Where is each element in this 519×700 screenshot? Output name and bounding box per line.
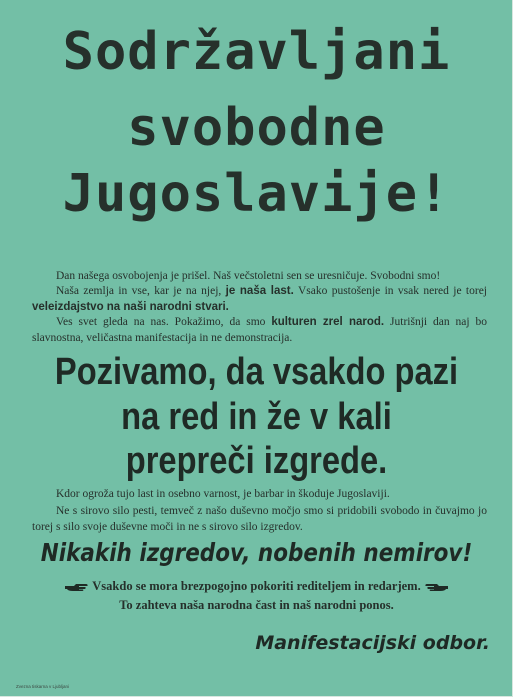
title-line-1: Sodržavljani	[62, 22, 451, 82]
title-line-3: Jugoslavije!	[62, 164, 451, 224]
instruction-1	[0, 579, 513, 594]
intro-text: Ves svet gleda na nas. Pokažimo, da smo	[56, 316, 272, 328]
intro-text: Naša zemlja in vse, kar je na njej,	[56, 285, 226, 297]
pointing-hand-icon	[425, 583, 449, 592]
middle-paragraph-1: Kdor ogroža tujo last in osebno varnost, je barbar in škoduje Jugoslaviji.	[56, 488, 390, 500]
intro-text: Dan našega osvobojenja je prišel. Naš večstoletni sen se uresničuje. Svobodni smo!	[56, 270, 441, 282]
appeal-line-1: Pozivamo, da vsakdo pazi	[54, 351, 459, 393]
printer-imprint: Zvezna tiskarna v Ljubljani	[16, 684, 70, 689]
intro-paragraph-3	[32, 315, 487, 346]
intro-emphasis: je naša last.	[225, 285, 294, 297]
intro-text: Jutrišnji dan naj bo slavnostna, veličastna manifestacija in ne demonstracija.	[32, 316, 487, 344]
signature: Manifestacijski odbor.	[255, 632, 490, 654]
instruction-2: To zahteva naša narodna čast in naš narodni ponos.	[119, 598, 394, 612]
intro-paragraph-1	[32, 269, 487, 285]
appeal-line-3: prepreči izgrede.	[125, 440, 388, 482]
middle-paragraph-2: Ne s sirovo silo pesti, temveč z našo duševno močjo smo si pridobili svobodo in čuvajmo jo torej s silo svoje duševne moči in ne s sirovo silo izgredov.	[32, 505, 487, 533]
intro-emphasis: veleizdajstvo na naši narodni stvari.	[32, 300, 229, 313]
intro-paragraph-2	[32, 284, 487, 315]
appeal-line-2: na red in že v kali	[121, 396, 392, 438]
intro-emphasis: kulturen zrel narod.	[271, 316, 385, 328]
title-line-2: svobodne	[127, 98, 386, 158]
intro-text: Vsako pustošenje in vsak nered je torej	[293, 285, 487, 297]
slogan: Nikakih izgredov, nobenih nemirov!	[40, 538, 473, 567]
pointing-hand-icon	[64, 583, 88, 592]
instruction-text: Vsakdo se mora brezpogojno pokoriti rediteljem in redarjem.	[92, 579, 421, 593]
